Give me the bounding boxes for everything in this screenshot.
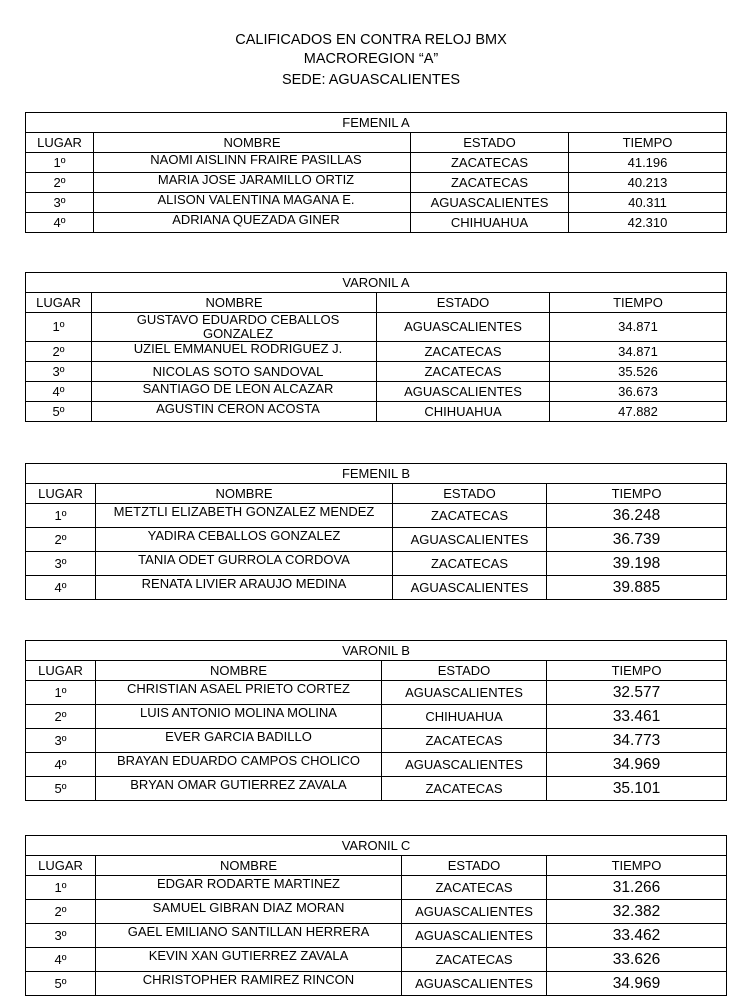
header-nombre: NOMBRE	[96, 661, 382, 681]
category-title: VARONIL C	[26, 836, 727, 856]
cell-nombre	[96, 552, 393, 576]
cell-estado: ZACATECAS	[402, 948, 547, 972]
table-row	[26, 900, 727, 924]
header-tiempo: TIEMPO	[547, 661, 727, 681]
cell-tiempo: 34.871	[550, 342, 727, 362]
cell-estado: ZACATECAS	[393, 552, 547, 576]
nombre-text: NAOMI AISLINN FRAIRE PASILLAS	[150, 152, 362, 167]
cell-estado: ZACATECAS	[377, 342, 550, 362]
cell-nombre	[94, 193, 411, 213]
cell-tiempo: 34.871	[550, 313, 727, 342]
table-row	[26, 777, 727, 801]
cell-tiempo: 40.213	[569, 173, 727, 193]
nombre-text: ALISON VALENTINA MAGANA E.	[157, 192, 355, 207]
table-row	[26, 924, 727, 948]
cell-lugar: 5º	[26, 402, 92, 422]
cell-lugar: 4º	[26, 213, 94, 233]
cell-estado: ZACATECAS	[377, 362, 550, 382]
table-row	[26, 342, 727, 362]
header-lugar: LUGAR	[26, 133, 94, 153]
cell-nombre	[96, 681, 382, 705]
cell-estado: AGUASCALIENTES	[377, 313, 550, 342]
nombre-text: GUSTAVO EDUARDO CEBALLOS GONZALEZ	[136, 312, 340, 341]
table-row	[26, 972, 727, 996]
cell-lugar: 4º	[26, 576, 96, 600]
cell-lugar: 4º	[26, 382, 92, 402]
cell-nombre	[96, 876, 402, 900]
cell-lugar: 2º	[26, 528, 96, 552]
header-lugar: LUGAR	[26, 484, 96, 504]
cell-tiempo: 36.739	[547, 528, 727, 552]
cell-lugar: 3º	[26, 924, 96, 948]
cell-nombre	[92, 342, 377, 362]
nombre-text: AGUSTIN CERON ACOSTA	[156, 401, 320, 416]
nombre-text: BRYAN OMAR GUTIERREZ ZAVALA	[130, 776, 347, 792]
cell-estado: AGUASCALIENTES	[382, 753, 547, 777]
cell-estado: CHIHUAHUA	[382, 705, 547, 729]
cell-lugar: 1º	[26, 313, 92, 342]
header-tiempo: TIEMPO	[550, 293, 727, 313]
cell-tiempo: 41.196	[569, 153, 727, 173]
header-lugar: LUGAR	[26, 293, 92, 313]
nombre-text: TANIA ODET GURROLA CORDOVA	[138, 551, 350, 567]
cell-estado: CHIHUAHUA	[377, 402, 550, 422]
cell-nombre	[96, 528, 393, 552]
cell-nombre	[96, 729, 382, 753]
cell-estado: AGUASCALIENTES	[402, 924, 547, 948]
table-row	[26, 552, 727, 576]
cell-nombre	[94, 173, 411, 193]
cell-tiempo: 33.626	[547, 948, 727, 972]
cell-tiempo: 36.248	[547, 504, 727, 528]
nombre-text: KEVIN XAN GUTIERREZ ZAVALA	[148, 947, 349, 963]
cell-estado: AGUASCALIENTES	[393, 528, 547, 552]
cell-nombre	[96, 504, 393, 528]
cell-lugar: 1º	[26, 153, 94, 173]
cell-tiempo: 33.462	[547, 924, 727, 948]
cell-nombre	[92, 402, 377, 422]
category-title: FEMENIL B	[26, 464, 727, 484]
table-row	[26, 382, 727, 402]
cell-estado: ZACATECAS	[382, 777, 547, 801]
cell-tiempo: 34.969	[547, 753, 727, 777]
table-row	[26, 528, 727, 552]
nombre-text: RENATA LIVIER ARAUJO MEDINA	[141, 575, 347, 591]
table-row	[26, 504, 727, 528]
header-tiempo: TIEMPO	[547, 856, 727, 876]
cell-tiempo: 34.969	[547, 972, 727, 996]
nombre-text: YADIRA CEBALLOS GONZALEZ	[147, 527, 341, 543]
nombre-text: EVER GARCIA BADILLO	[165, 728, 312, 744]
category-title: VARONIL A	[26, 273, 727, 293]
cell-tiempo: 35.101	[547, 777, 727, 801]
table-row	[26, 193, 727, 213]
table-row	[26, 173, 727, 193]
cell-estado: ZACATECAS	[411, 153, 569, 173]
cell-nombre	[96, 777, 382, 801]
cell-tiempo: 40.311	[569, 193, 727, 213]
cell-tiempo: 34.773	[547, 729, 727, 753]
cell-tiempo: 31.266	[547, 876, 727, 900]
header-estado: ESTADO	[382, 661, 547, 681]
header-tiempo: TIEMPO	[547, 484, 727, 504]
header-lugar: LUGAR	[26, 661, 96, 681]
cell-nombre	[96, 705, 382, 729]
table-row	[26, 681, 727, 705]
cell-nombre	[92, 313, 377, 342]
cell-estado: AGUASCALIENTES	[377, 382, 550, 402]
table-femenil-b	[25, 463, 727, 600]
table-row	[26, 576, 727, 600]
nombre-text: UZIEL EMMANUEL RODRIGUEZ J.	[133, 341, 343, 356]
nombre-text: SAMUEL GIBRAN DIAZ MORAN	[152, 899, 345, 915]
cell-nombre	[96, 948, 402, 972]
cell-lugar: 3º	[26, 362, 92, 382]
cell-lugar: 3º	[26, 729, 96, 753]
table-row	[26, 876, 727, 900]
cell-tiempo: 33.461	[547, 705, 727, 729]
cell-nombre	[94, 213, 411, 233]
cell-estado: AGUASCALIENTES	[411, 193, 569, 213]
nombre-text: BRAYAN EDUARDO CAMPOS CHOLICO	[117, 752, 360, 768]
table-row	[26, 753, 727, 777]
table-varonil-c	[25, 835, 727, 996]
cell-nombre	[96, 972, 402, 996]
nombre-text: MARIA JOSE JARAMILLO ORTIZ	[157, 172, 355, 187]
header-estado: ESTADO	[377, 293, 550, 313]
cell-lugar: 4º	[26, 948, 96, 972]
table-row	[26, 705, 727, 729]
cell-tiempo: 32.577	[547, 681, 727, 705]
cell-nombre	[96, 753, 382, 777]
cell-lugar: 5º	[26, 972, 96, 996]
nombre-text: EDGAR RODARTE MARTINEZ	[157, 875, 340, 891]
cell-lugar: 3º	[26, 552, 96, 576]
cell-lugar: 5º	[26, 777, 96, 801]
cell-tiempo: 39.885	[547, 576, 727, 600]
document-title: CALIFICADOS EN CONTRA RELOJ BMX	[235, 32, 507, 48]
cell-tiempo: 39.198	[547, 552, 727, 576]
table-femenil-a	[25, 112, 727, 233]
cell-estado: ZACATECAS	[402, 876, 547, 900]
table-row	[26, 313, 727, 342]
cell-estado: CHIHUAHUA	[411, 213, 569, 233]
cell-estado: ZACATECAS	[393, 504, 547, 528]
cell-estado: ZACATECAS	[382, 729, 547, 753]
document-subtitle-venue: SEDE: AGUASCALIENTES	[281, 72, 461, 88]
header-estado: ESTADO	[393, 484, 547, 504]
cell-estado: AGUASCALIENTES	[382, 681, 547, 705]
cell-tiempo: 36.673	[550, 382, 727, 402]
header-lugar: LUGAR	[26, 856, 96, 876]
cell-nombre	[96, 576, 393, 600]
header-nombre: NOMBRE	[94, 133, 411, 153]
table-row	[26, 362, 727, 382]
header-nombre: NOMBRE	[92, 293, 377, 313]
cell-estado: AGUASCALIENTES	[402, 900, 547, 924]
nombre-text: CHRISTIAN ASAEL PRIETO CORTEZ	[127, 680, 350, 696]
table-varonil-b	[25, 640, 727, 801]
document-subtitle-region: MACROREGION “A”	[303, 51, 439, 67]
header-nombre: NOMBRE	[96, 856, 402, 876]
cell-nombre	[92, 382, 377, 402]
cell-lugar: 2º	[26, 705, 96, 729]
cell-lugar: 3º	[26, 193, 94, 213]
cell-estado: ZACATECAS	[411, 173, 569, 193]
cell-estado: AGUASCALIENTES	[393, 576, 547, 600]
table-varonil-a	[25, 272, 727, 422]
cell-lugar: 2º	[26, 900, 96, 924]
header-tiempo: TIEMPO	[569, 133, 727, 153]
cell-nombre	[94, 153, 411, 173]
cell-estado: AGUASCALIENTES	[402, 972, 547, 996]
cell-lugar: 1º	[26, 681, 96, 705]
header-estado: ESTADO	[402, 856, 547, 876]
nombre-text: LUIS ANTONIO MOLINA MOLINA	[140, 704, 337, 720]
category-title: VARONIL B	[26, 641, 727, 661]
cell-nombre	[96, 924, 402, 948]
table-row	[26, 402, 727, 422]
nombre-text: METZTLI ELIZABETH GONZALEZ MENDEZ	[113, 503, 375, 519]
cell-lugar: 2º	[26, 342, 92, 362]
cell-lugar: 4º	[26, 753, 96, 777]
nombre-text: GAEL EMILIANO SANTILLAN HERRERA	[127, 923, 370, 939]
cell-lugar: 1º	[26, 504, 96, 528]
cell-tiempo: 32.382	[547, 900, 727, 924]
nombre-text: NICOLAS SOTO SANDOVAL	[152, 363, 324, 379]
header-nombre: NOMBRE	[96, 484, 393, 504]
cell-lugar: 1º	[26, 876, 96, 900]
table-row	[26, 213, 727, 233]
cell-lugar: 2º	[26, 173, 94, 193]
cell-nombre	[96, 900, 402, 924]
header-estado: ESTADO	[411, 133, 569, 153]
cell-tiempo: 35.526	[550, 362, 727, 382]
table-row	[26, 729, 727, 753]
nombre-text: ADRIANA QUEZADA GINER	[172, 212, 340, 227]
table-row	[26, 948, 727, 972]
nombre-text: CHRISTOPHER RAMIREZ RINCON	[142, 971, 355, 987]
cell-tiempo: 42.310	[569, 213, 727, 233]
table-row	[26, 153, 727, 173]
cell-nombre	[92, 362, 377, 382]
nombre-text: SANTIAGO DE LEON ALCAZAR	[142, 381, 334, 396]
category-title: FEMENIL A	[26, 113, 727, 133]
cell-tiempo: 47.882	[550, 402, 727, 422]
